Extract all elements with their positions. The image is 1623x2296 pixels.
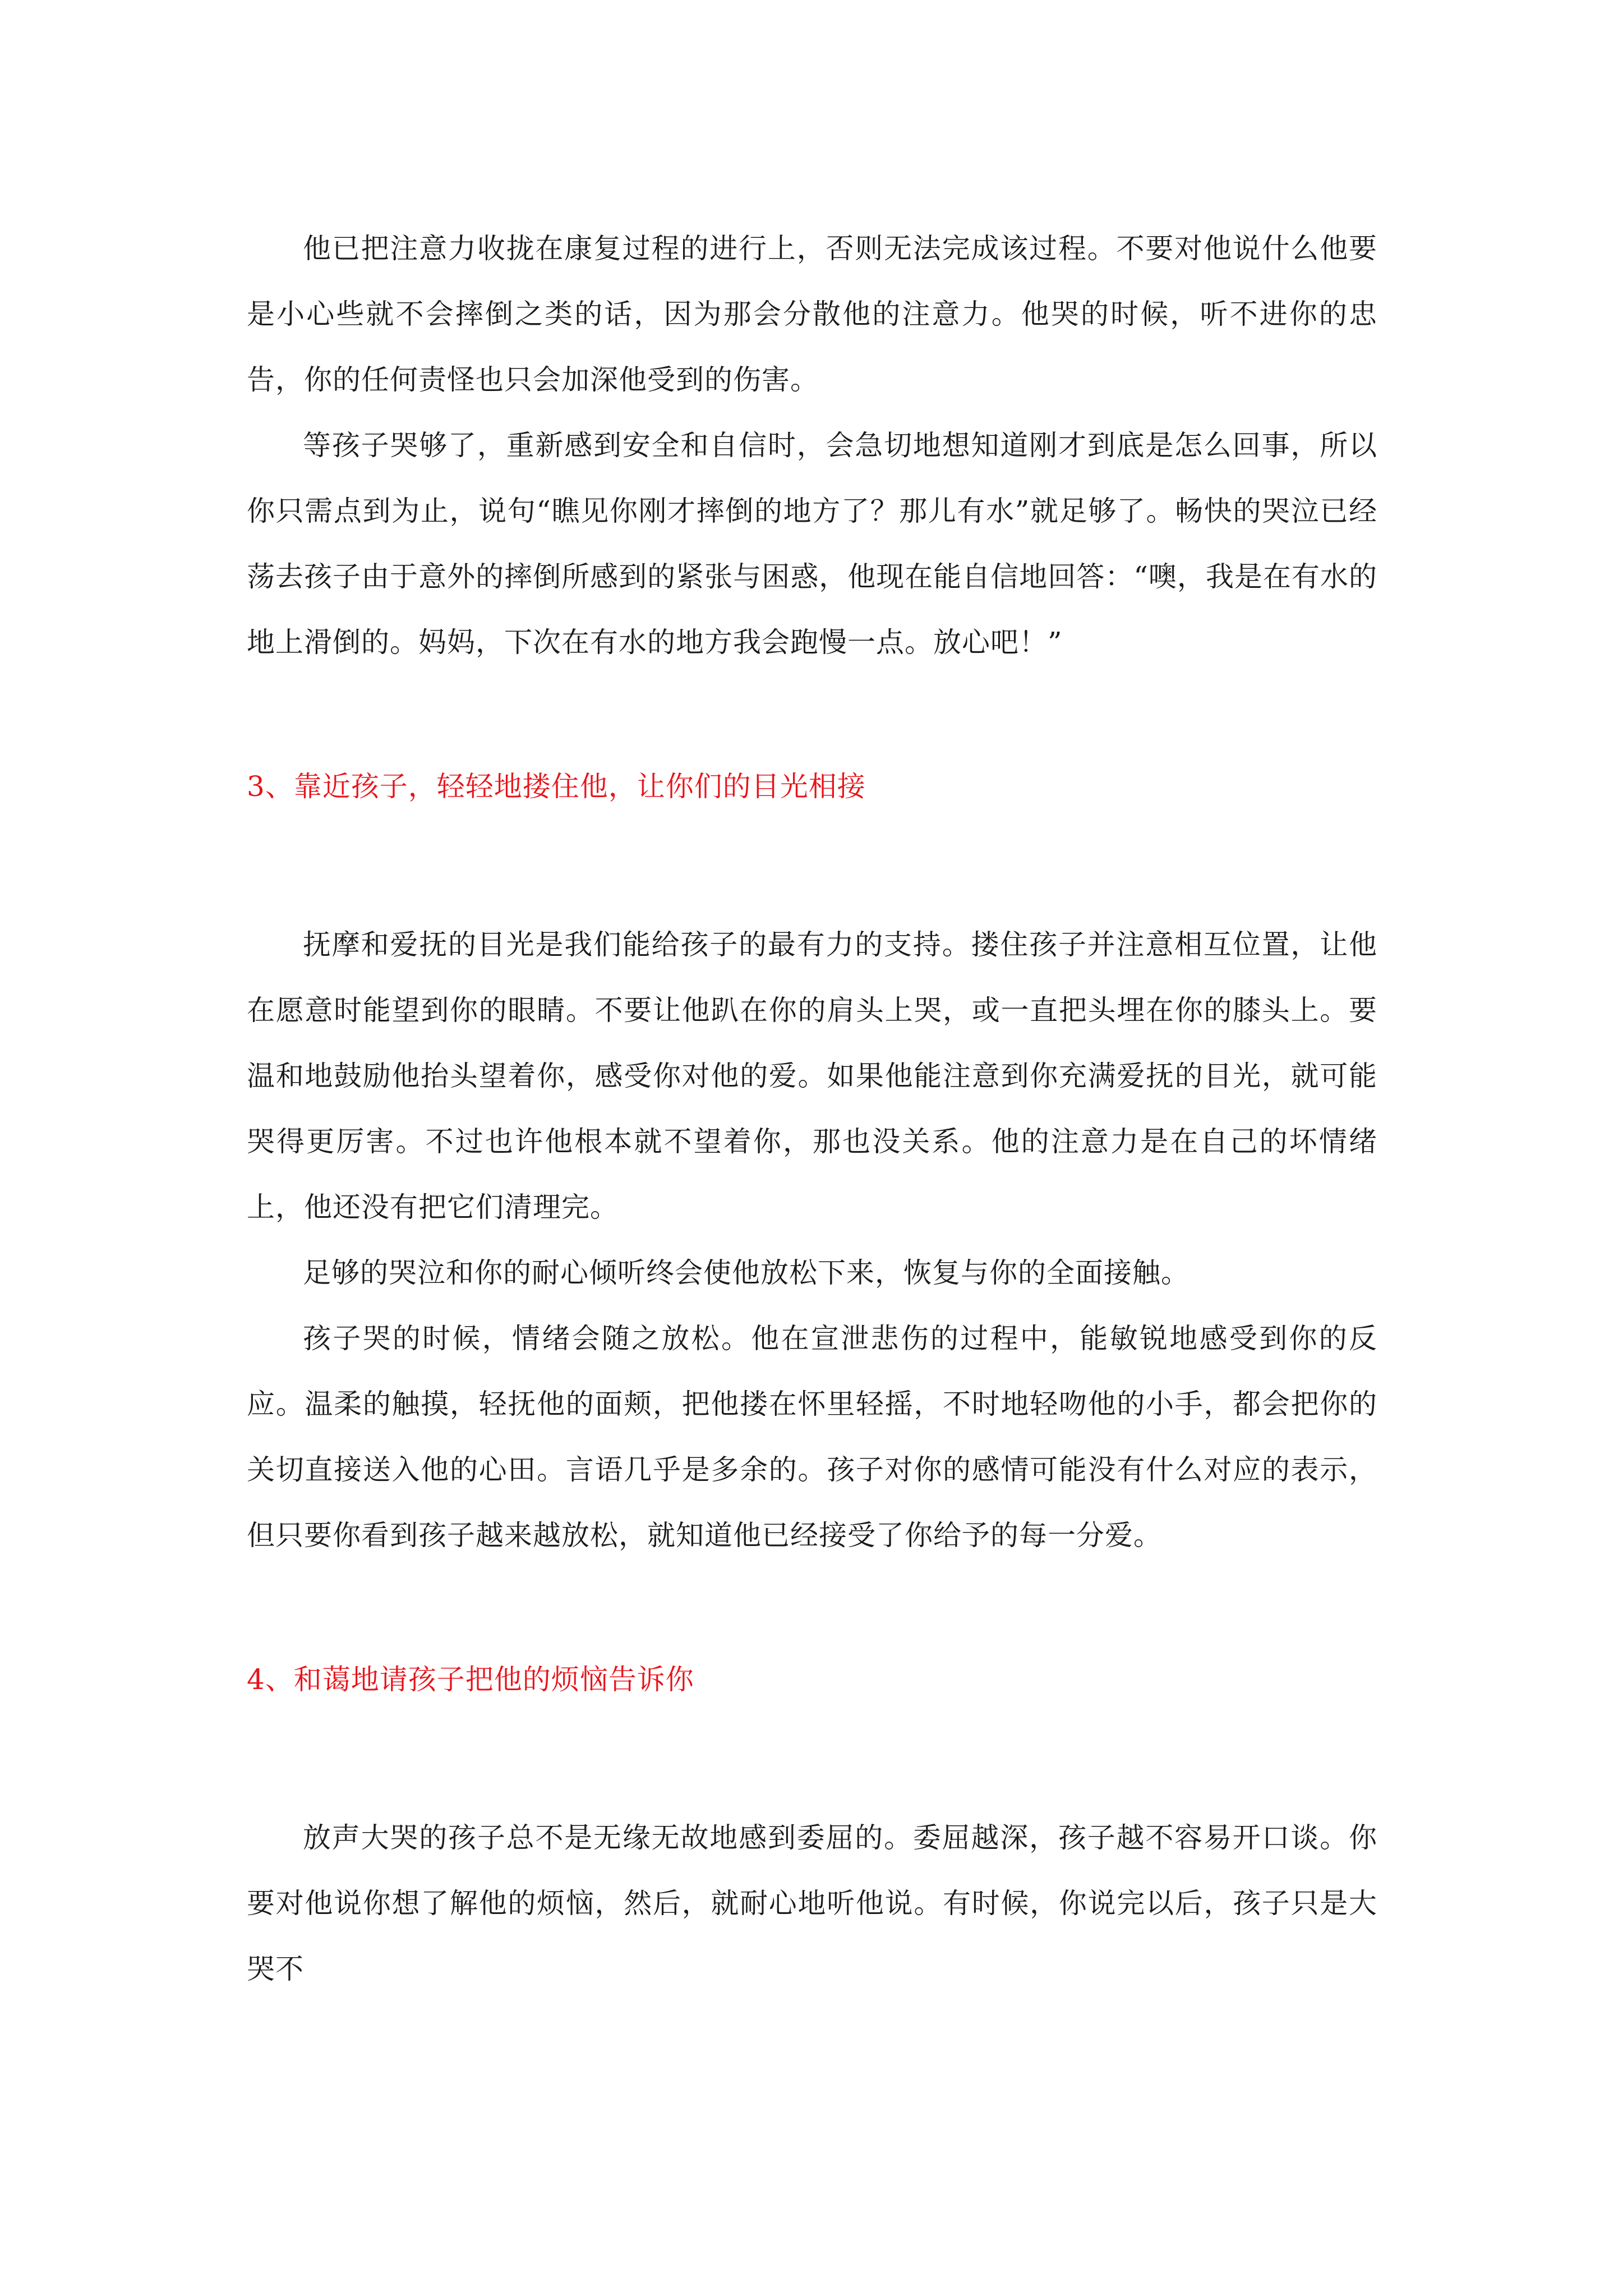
paragraph: 放声大哭的孩子总不是无缘无故地感到委屈的。委屈越深，孩子越不容易开口谈。你要对他说你想了解他的烦恼，然后，就耐心地听他说。有时候，你说完以后，孩子只是大哭不 <box>247 1821 1377 1985</box>
document-body <box>247 216 1377 2002</box>
paragraph: 抚摩和爱抚的目光是我们能给孩子的最有力的支持。搂住孩子并注意相互位置，让他在愿意时能望到你的眼睛。不要让他趴在你的肩头上哭，或一直把头埋在你的膝头上。要温和地鼓励他抬头望着你，感受你对他的爱。如果他能注意到你充满爱抚的目光，就可能哭得更厉害。不过也许他根本就不望着你，那也没关系。他的注意力是在自己的坏情绪上，他还没有把它们清理完。 <box>247 928 1377 1223</box>
paragraph: 孩子哭的时候，情绪会随之放松。他在宣泄悲伤的过程中，能敏锐地感受到你的反应。温柔的触摸，轻抚他的面颊，把他搂在怀里轻摇，不时地轻吻他的小手，都会把你的关切直接送入他的心田。言语几乎是多余的。孩子对你的感情可能没有什么对应的表示，但只要你看到孩子越来越放松，就知道他已经接受了你给予的每一分爱。 <box>247 1322 1377 1552</box>
section-heading-4: 4、和蔼地请孩子把他的烦恼告诉你 <box>247 1663 694 1696</box>
paragraph: 他已把注意力收拢在康复过程的进行上，否则无法完成该过程。不要对他说什么他要是小心些就不会摔倒之类的话，因为那会分散他的注意力。他哭的时候，听不进你的忠告，你的任何责怪也只会加深他受到的伤害。 <box>247 232 1377 396</box>
paragraph: 足够的哭泣和你的耐心倾听终会使他放松下来，恢复与你的全面接触。 <box>303 1257 1189 1289</box>
section-heading-3: 3、靠近孩子，轻轻地搂住他，让你们的目光相接 <box>247 770 866 803</box>
paragraph: 等孩子哭够了，重新感到安全和自信时，会急切地想知道刚才到底是怎么回事，所以你只需点到为止，说句“瞧见你刚才摔倒的地方了？那儿有水”就足够了。畅快的哭泣已经荡去孩子由于意外的摔倒所感到的紧张与困惑，他现在能自信地回答：“噢，我是在有水的地上滑倒的。妈妈，下次在有水的地方我会跑慢一点。放心吧！” <box>247 429 1377 659</box>
